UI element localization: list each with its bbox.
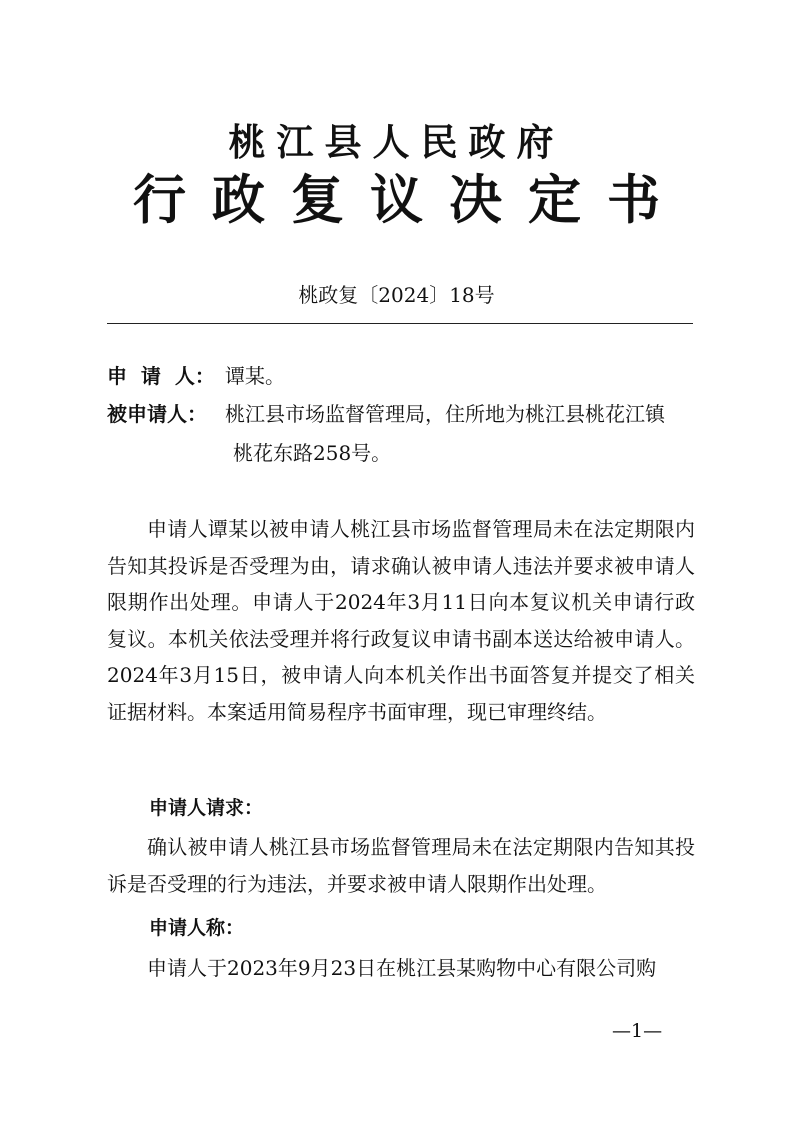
respondent-value-line1: 桃江县市场监督管理局，住所地为桃江县桃花江镇 (225, 402, 665, 426)
page-number: —1— (612, 1020, 663, 1042)
respondent-label: 被申请人： (107, 402, 207, 426)
respondent-line (107, 395, 707, 433)
request-paragraph: 确认被申请人桃江县市场监督管理局未在法定期限内告知其投诉是否受理的行为违法，并要求被申请人限期作出处理。 (107, 835, 695, 896)
intro-paragraph: 申请人谭某以被申请人桃江县市场监督管理局未在法定期限内告知其投诉是否受理为由，请求确认被申请人违法并要求被申请人限期作出处理。申请人于2024年3月11日向本复议机关申请行政复议。本机关依法受理并将行政复议申请书副本送达给被申请人。2024年3月15日，被申请人向本机关作出书面答复并提交了相关证据材料。本案适用简易程序书面审理，现已审理终结。 (107, 517, 695, 724)
request-heading: 申请人请求： (149, 797, 264, 819)
claim-paragraph: 申请人于2023年9月23日在桃江县某购物中心有限公司购 (147, 956, 657, 980)
document-number: 桃政复〔2024〕18号 (298, 283, 495, 307)
applicant-label: 申 请 人： (107, 364, 215, 388)
issuer-title: 桃江县人民政府 (228, 120, 565, 164)
respondent-value-line2: 桃花东路258号。 (233, 441, 392, 465)
applicant-value: 谭某。 (225, 364, 285, 388)
claim-heading: 申请人称： (149, 917, 245, 939)
document-type-title: 行政复议决定书 (133, 169, 686, 231)
header-divider (107, 323, 693, 324)
applicant-line (107, 357, 707, 395)
